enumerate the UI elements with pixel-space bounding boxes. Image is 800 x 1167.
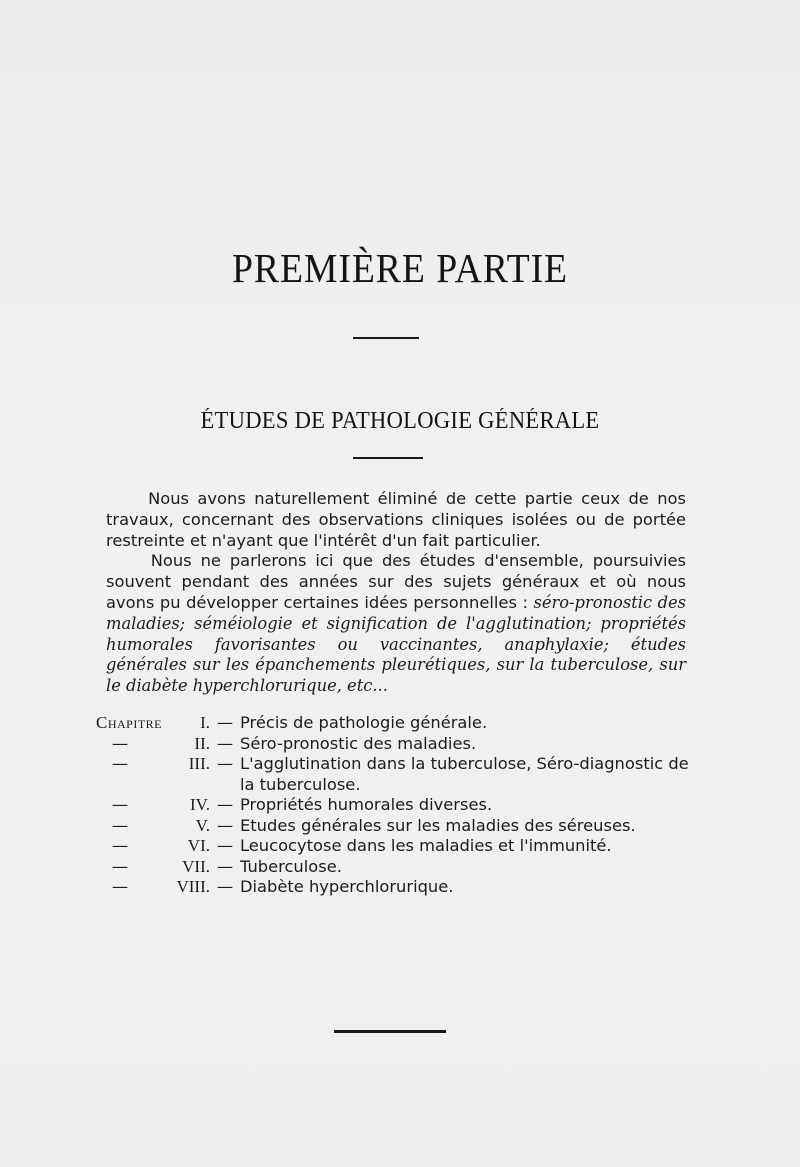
chapter-number: III.	[188, 754, 210, 773]
chapter-number: II.	[194, 733, 210, 753]
chapter-separator: —	[216, 713, 234, 732]
chapter-title: Séro-pronostic des maladies.	[240, 733, 477, 753]
chapter-separator: —	[216, 733, 234, 753]
chapter-prefix: —	[111, 836, 129, 855]
chapter-number: VII.	[182, 856, 210, 876]
chapter-title: Propriétés humorales diverses.	[240, 795, 493, 814]
chapter-title: Précis de pathologie générale.	[240, 713, 488, 732]
chapter-row	[96, 754, 696, 795]
chapter-title: Leucocytose dans les maladies et l'immunité.	[240, 836, 612, 855]
paragraph-2	[106, 551, 686, 697]
chapter-row	[96, 836, 696, 857]
paragraph-2-text: Nous ne parlerons ici que des études d'ensemble, poursuivies souvent pendant des années sur des sujets généraux et où nous avons pu développer certaines idées personnelles :	[106, 551, 686, 612]
chapter-prefix: Chapitre	[96, 713, 163, 732]
chapter-prefix: —	[111, 754, 129, 773]
chapter-title: Diabète hyperchlorurique.	[240, 877, 454, 896]
chapter-separator: —	[216, 795, 234, 814]
chapter-number: VI.	[187, 836, 210, 855]
chapter-separator: —	[216, 836, 234, 855]
chapter-title: L'agglutination dans la tuberculose, Séro-diagnostic de la tuberculose.	[240, 754, 689, 794]
chapter-number: I.	[200, 713, 210, 732]
chapter-row	[96, 734, 696, 755]
chapter-separator: —	[216, 856, 234, 876]
chapter-list	[96, 713, 696, 898]
chapter-number: VIII.	[176, 877, 210, 896]
decorative-rule	[353, 457, 423, 459]
chapter-separator: —	[216, 754, 234, 773]
section-title: ÉTUDES DE PATHOLOGIE GÉNÉRALE	[200, 408, 600, 434]
end-rule	[334, 1030, 446, 1033]
paragraph-1-text: Nous avons naturellement éliminé de cette partie ceux de nos travaux, concernant des observations cliniques isolées ou de portée restreinte et n'ayant que l'intérêt d'un fait particulier.	[106, 489, 686, 550]
paragraph-1	[106, 489, 686, 551]
chapter-title: Etudes générales sur les maladies des séreuses.	[240, 815, 636, 835]
chapter-row	[96, 877, 696, 898]
chapter-separator: —	[216, 815, 234, 835]
chapter-prefix: —	[111, 815, 129, 835]
chapter-prefix: —	[111, 733, 129, 753]
chapter-number: IV.	[190, 795, 210, 814]
chapter-row	[96, 857, 696, 878]
chapter-number: V.	[195, 815, 210, 835]
decorative-rule	[353, 337, 419, 339]
chapter-title: Tuberculose.	[240, 856, 342, 876]
part-title: PREMIÈRE PARTIE	[231, 245, 569, 291]
chapter-separator: —	[216, 877, 234, 896]
chapter-prefix: —	[111, 856, 129, 876]
chapter-row	[96, 795, 696, 816]
chapter-row	[96, 816, 696, 837]
intro-text	[106, 489, 686, 697]
paragraph-2-italic-topics: séro-pronostic des maladies; séméiologie et signification de l'agglutination; propriétés humorales favorisantes ou vaccinantes, anaphylaxie; études générales sur les épanchements pleurétiques, sur la tuberculose, sur le diabète hyperchlorurique, etc...	[106, 592, 686, 696]
chapter-row	[96, 713, 696, 734]
chapter-prefix: —	[111, 795, 129, 814]
chapter-prefix: —	[111, 877, 129, 896]
